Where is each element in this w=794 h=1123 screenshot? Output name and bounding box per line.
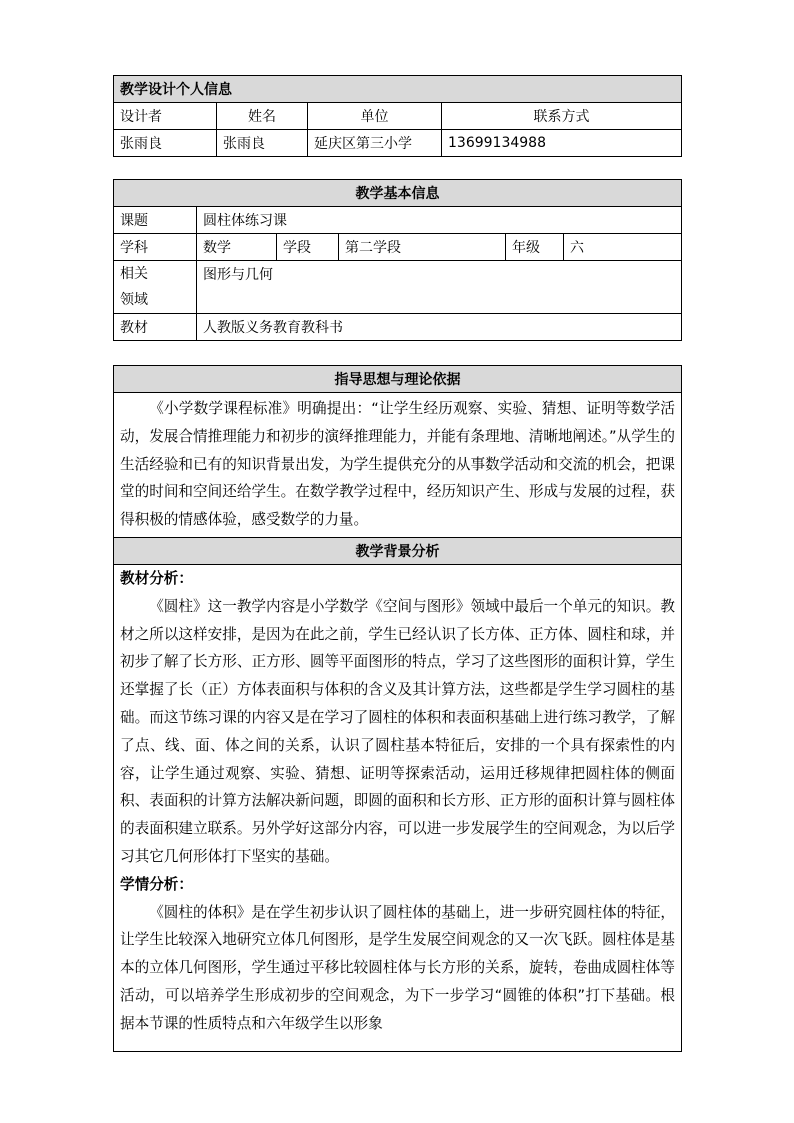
personal-info-title: 教学设计个人信息 <box>114 76 682 103</box>
guide-title: 指导思想与理论依据 <box>114 366 682 393</box>
textbook-label: 教材 <box>114 314 197 341</box>
field-value: 图形与几何 <box>197 261 682 314</box>
stage-value: 第二学段 <box>339 234 506 261</box>
material-paragraph: 《圆柱》这一教学内容是小学数学《空间与图形》领域中最后一个单元的知识。教材之所以这样安排，是因为在此之前，学生已经认识了长方体、正方体、圆柱和球，并初步了解了长方形、正方形、圆等平面图形的特点，学习了这些图形的面积计算，学生还掌握了长（正）方体表面积与体积的含义及其计算方法，这些都是学生学习圆柱的基础。而这节练习课的内容又是在学习了圆柱的体积和表面积基础上进行练习教学，了解了点、线、面、体之间的关系，认识了圆柱基本特征后，安排的一个具有探索性的内容，让学生通过观察、实验、猜想、证明等探索活动，运用迁移规律把圆柱体的侧面积、表面积的计算方法解决新问题，即圆的面积和长方形、正方形的面积计算与圆柱体的表面积建立联系。另外学好这部分内容，可以进一步发展学生的空间观念，为以后学习其它几何形体打下坚实的基础。 <box>120 597 675 865</box>
material-heading: 教材分析： <box>120 569 193 587</box>
background-title: 教学背景分析 <box>114 537 682 564</box>
subject-label: 学科 <box>114 234 197 261</box>
header-contact: 联系方式 <box>442 103 682 130</box>
grade-label: 年级 <box>506 234 564 261</box>
student-paragraph: 《圆柱的体积》是在学生初步认识了圆柱体的基础上，进一步研究圆柱体的特征，让学生比较深入地研究立体几何图形，是学生发展空间观念的又一次飞跃。圆柱体是基本的立体几何图形，学生通过平移比较圆柱体与长方形的关系，旋转，卷曲成圆柱体等活动，可以培养学生形成初步的空间观念，为下一步学习“圆锥的体积”打下基础。根据本节课的性质特点和六年级学生以形象 <box>120 903 675 1032</box>
header-name: 姓名 <box>217 103 308 130</box>
basic-info-table <box>113 179 682 341</box>
header-designer: 设计者 <box>114 103 217 130</box>
basic-info-title: 教学基本信息 <box>114 180 682 207</box>
contact-value: 13699134988 <box>442 130 682 157</box>
field-label-line2: 领域 <box>120 292 148 308</box>
subject-value: 数学 <box>197 234 277 261</box>
field-label-line1: 相关 <box>120 266 148 282</box>
guide-background-table <box>113 365 682 1052</box>
grade-value: 六 <box>564 234 682 261</box>
header-unit: 单位 <box>308 103 442 130</box>
designer-value: 张雨良 <box>114 130 217 157</box>
student-heading: 学情分析： <box>120 875 193 893</box>
personal-info-table <box>113 75 682 157</box>
background-content <box>114 564 682 1051</box>
textbook-value: 人教版义务教育教科书 <box>197 314 682 341</box>
topic-value: 圆柱体练习课 <box>197 207 682 234</box>
topic-label: 课题 <box>114 207 197 234</box>
name-value: 张雨良 <box>217 130 308 157</box>
guide-paragraph: 《小学数学课程标准》明确提出：“让学生经历观察、实验、猜想、证明等数学活动，发展合情推理能力和初步的演绎推理能力，并能有条理地、清晰地阐述。”从学生的生活经验和已有的知识背景出发，为学生提供充分的从事数学活动和交流的机会，把课堂的时间和空间还给学生。在数学教学过程中，经历知识产生、形成与发展的过程，获得积极的情感体验，感受数学的力量。 <box>114 393 682 538</box>
field-label <box>114 261 197 314</box>
unit-value: 延庆区第三小学 <box>308 130 442 157</box>
stage-label: 学段 <box>277 234 339 261</box>
